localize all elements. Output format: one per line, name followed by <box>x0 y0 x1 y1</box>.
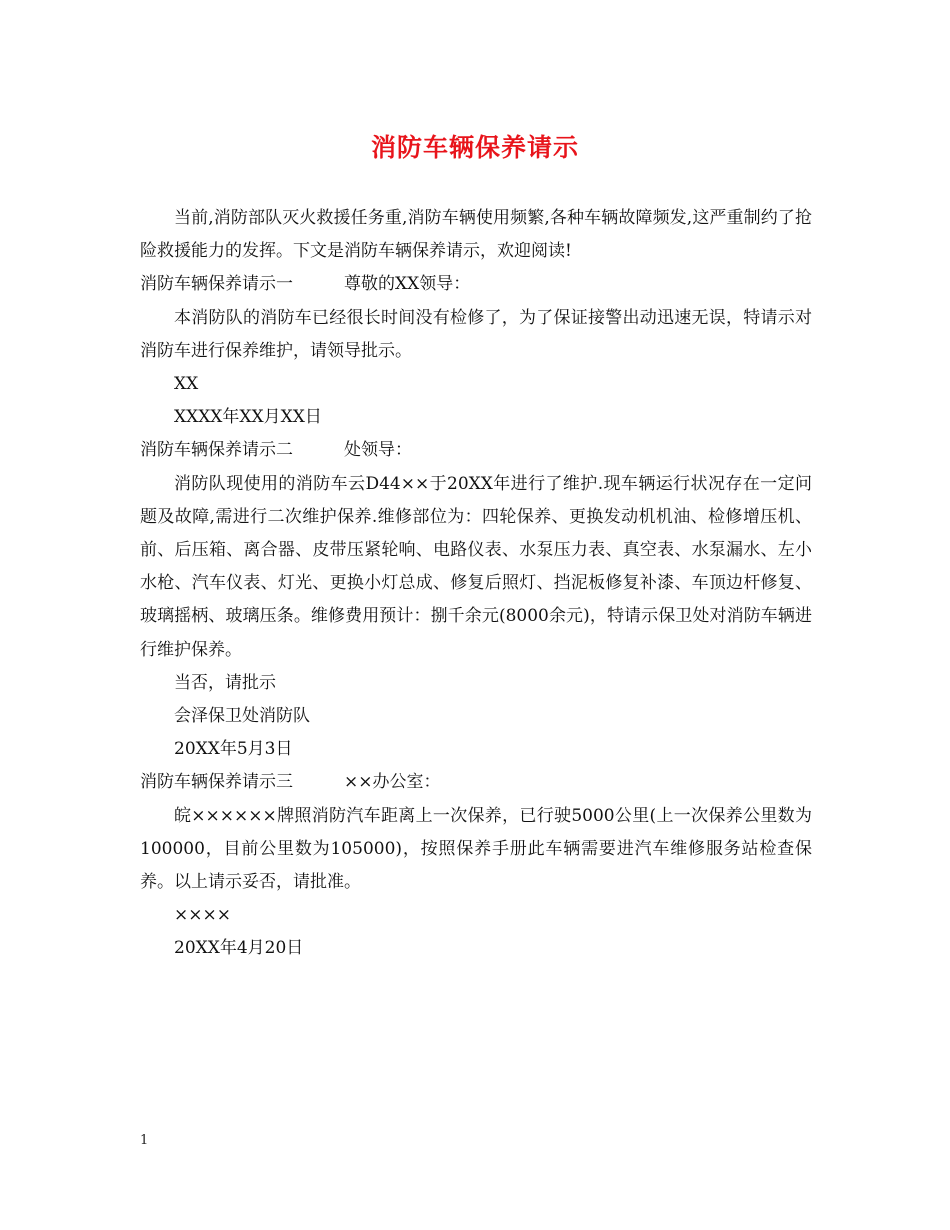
section-salutation: 尊敬的XX领导： <box>344 274 471 295</box>
section-1-heading-line <box>140 268 812 301</box>
section-3-heading-line <box>140 766 812 799</box>
section-2-heading-line <box>140 434 812 467</box>
section-3-signature: ×××× <box>174 905 231 926</box>
section-3-body: 皖××××××牌照消防汽车距离上一次保养，已行驶5000公里(上一次保养公里数为100000，目前公里数为105000)，按照保养手册此车辆需要进汽车维修服务站检查保养。以上请示妥否，请批准。 <box>140 805 812 893</box>
section-heading: 消防车辆保养请示二 <box>140 440 293 461</box>
section-2-body: 消防队现使用的消防车云D44××于20XX年进行了维护.现车辆运行状况存在一定问题及故障,需进行二次维护保养.维修部位为：四轮保养、更换发动机机油、检修增压机、前、后压箱、离合器、皮带压紧轮响、电路仪表、水泵压力表、真空表、水泵漏水、左小水枪、汽车仪表、灯光、更换小灯总成、修复后照灯、挡泥板修复补漆、车顶边杆修复、玻璃摇柄、玻璃压条。维修费用预计：捌千余元(8000余元)，特请示保卫处对消防车辆进行维护保养。 <box>140 473 812 660</box>
section-2-closing: 当否，请批示 <box>174 672 276 693</box>
section-salutation: 处领导： <box>344 440 412 461</box>
section-2-signature: 会泽保卫处消防队 <box>174 706 310 727</box>
section-1-signature: XX <box>174 374 199 395</box>
section-1-date: XXXX年XX月XX日 <box>174 407 322 428</box>
section-heading: 消防车辆保养请示三 <box>140 772 293 793</box>
section-heading: 消防车辆保养请示一 <box>140 274 293 295</box>
intro-paragraph: 当前,消防部队灭火救援任务重,消防车辆使用频繁,各种车辆故障频发,这严重制约了抢险救援能力的发挥。下文是消防车辆保养请示，欢迎阅读! <box>140 208 812 262</box>
page-number: 1 <box>140 1133 149 1148</box>
section-2-date: 20XX年5月3日 <box>174 739 293 760</box>
document-title: 消防车辆保养请示 <box>370 133 579 162</box>
section-3-date: 20XX年4月20日 <box>174 938 304 959</box>
document-body <box>140 202 812 966</box>
section-salutation: ××办公室： <box>344 772 441 793</box>
section-1-body: 本消防队的消防车已经很长时间没有检修了，为了保证接警出动迅速无误，特请示对消防车进行保养维护，请领导批示。 <box>140 307 812 361</box>
